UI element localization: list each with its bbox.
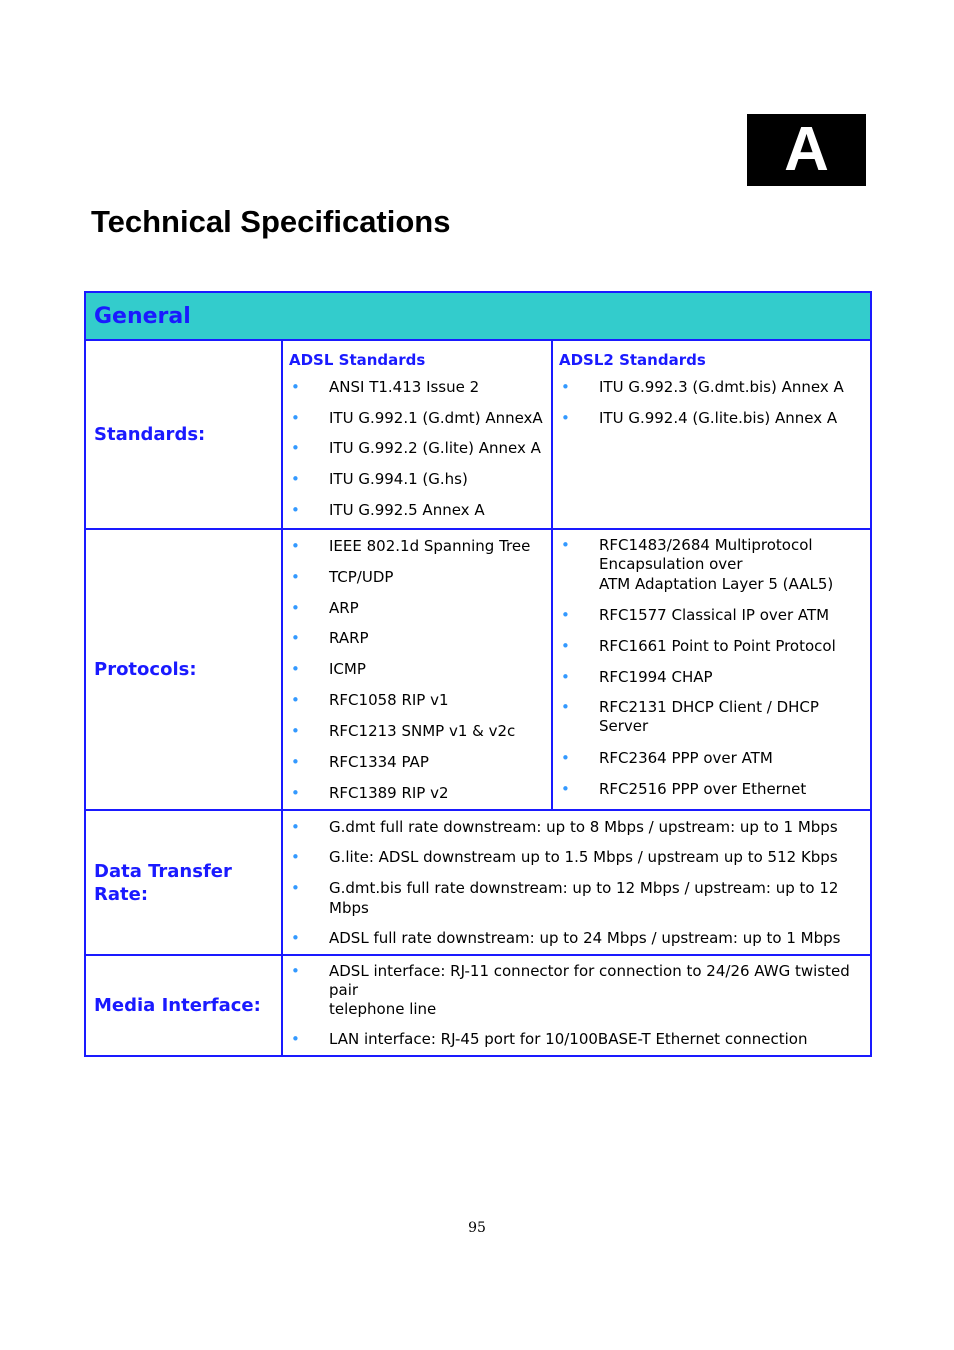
data-transfer-rate-cell	[282, 810, 871, 956]
media-interface-label: Media Interface:	[94, 995, 261, 1017]
media-interface-row	[85, 955, 871, 1056]
list-item-line: Server	[599, 717, 649, 736]
protocols-right-cell	[552, 529, 871, 810]
page-title: Technical Specifications	[91, 204, 451, 239]
list-item	[553, 698, 870, 737]
list-item: • ADSL full rate downstream: up to 24 Mbps / upstream: up to 1 Mbps	[283, 928, 870, 948]
list-item: • TCP/UDP	[283, 567, 551, 587]
adsl-standards-list	[283, 377, 551, 520]
protocols-label: Protocols:	[94, 658, 197, 680]
standards-label-cell	[85, 340, 282, 529]
list-item: • ITU G.992.4 (G.lite.bis) Annex A	[553, 408, 870, 428]
data-transfer-rate-row	[85, 810, 871, 956]
list-item-line: Encapsulation over	[599, 555, 743, 574]
protocols-row	[85, 529, 871, 810]
list-item: • RFC1058 RIP v1	[283, 690, 551, 710]
list-item-line: RFC1577 Classical IP over ATM	[599, 606, 830, 625]
list-item	[283, 962, 870, 1019]
list-item-line: telephone line	[329, 1000, 437, 1019]
standards-row	[85, 340, 871, 529]
spec-table	[84, 291, 872, 1057]
list-item: • RFC1334 PAP	[283, 752, 551, 772]
list-item: • RFC1213 SNMP v1 & v2c	[283, 721, 551, 741]
data-transfer-rate-label-cell	[85, 810, 282, 956]
protocols-right-list	[553, 536, 870, 799]
list-item-line: RFC1661 Point to Point Protocol	[599, 637, 836, 656]
media-interface-cell	[282, 955, 871, 1056]
list-item: • ITU G.992.3 (G.dmt.bis) Annex A	[553, 377, 870, 397]
list-item-line: ADSL interface: RJ-11 connector for connection to 24/26 AWG twisted pair	[329, 962, 850, 1000]
appendix-badge	[747, 114, 866, 186]
label-line: Data Transfer	[94, 860, 232, 882]
list-item-line: ATM Adaptation Layer 5 (AAL5)	[599, 574, 834, 593]
list-item	[553, 536, 870, 595]
list-item	[283, 1030, 870, 1049]
protocols-left-list	[283, 536, 551, 803]
adsl2-standards-cell	[552, 340, 871, 529]
general-header-text: General	[94, 303, 191, 329]
list-item: • ITU G.992.5 Annex A	[283, 500, 551, 520]
protocols-label-cell	[85, 529, 282, 810]
general-header-row	[85, 292, 871, 340]
list-item: • ITU G.992.1 (G.dmt) AnnexA	[283, 408, 551, 428]
list-item: • RFC1389 RIP v2	[283, 783, 551, 803]
list-item	[553, 667, 870, 687]
adsl-standards-cell	[282, 340, 552, 529]
list-item: • G.lite: ADSL downstream up to 1.5 Mbps / upstream up to 512 Kbps	[283, 847, 870, 867]
list-item: • RARP	[283, 628, 551, 648]
label-line: Rate:	[94, 883, 149, 905]
data-transfer-rate-list	[283, 817, 870, 949]
list-item-line: RFC2516 PPP over Ethernet	[599, 779, 807, 798]
media-interface-label-cell	[85, 955, 282, 1056]
adsl2-standards-heading: ADSL2 Standards	[559, 351, 706, 369]
appendix-letter: A	[784, 115, 829, 184]
list-item-line: RFC2364 PPP over ATM	[599, 748, 773, 767]
list-item: • ANSI T1.413 Issue 2	[283, 377, 551, 397]
list-item: • ITU G.992.2 (G.lite) Annex A	[283, 438, 551, 458]
list-item: • ITU G.994.1 (G.hs)	[283, 469, 551, 489]
list-item: • IEEE 802.1d Spanning Tree	[283, 536, 551, 556]
list-item	[553, 636, 870, 656]
adsl2-standards-list	[553, 377, 870, 428]
list-item: • ARP	[283, 598, 551, 618]
list-item	[553, 605, 870, 625]
list-item-line: LAN interface: RJ-45 port for 10/100BASE-T Ethernet connection	[329, 1030, 808, 1049]
list-item	[553, 779, 870, 799]
page-number: 95	[468, 1220, 486, 1236]
adsl-standards-heading: ADSL Standards	[289, 351, 426, 369]
list-item: • G.dmt full rate downstream: up to 8 Mbps / upstream: up to 1 Mbps	[283, 817, 870, 837]
list-item-line: RFC2131 DHCP Client / DHCP	[599, 697, 819, 716]
media-interface-list	[283, 962, 870, 1049]
list-item	[553, 748, 870, 768]
list-item: • G.dmt.bis full rate downstream: up to 12 Mbps / upstream: up to 12 Mbps	[283, 878, 870, 918]
general-header	[85, 292, 871, 340]
list-item: • ICMP	[283, 659, 551, 679]
protocols-left-cell	[282, 529, 552, 810]
list-item-line: RFC1994 CHAP	[599, 667, 713, 686]
standards-label: Standards:	[94, 423, 206, 445]
data-transfer-rate-label	[94, 861, 232, 905]
list-item-line: RFC1483/2684 Multiprotocol	[599, 535, 813, 554]
